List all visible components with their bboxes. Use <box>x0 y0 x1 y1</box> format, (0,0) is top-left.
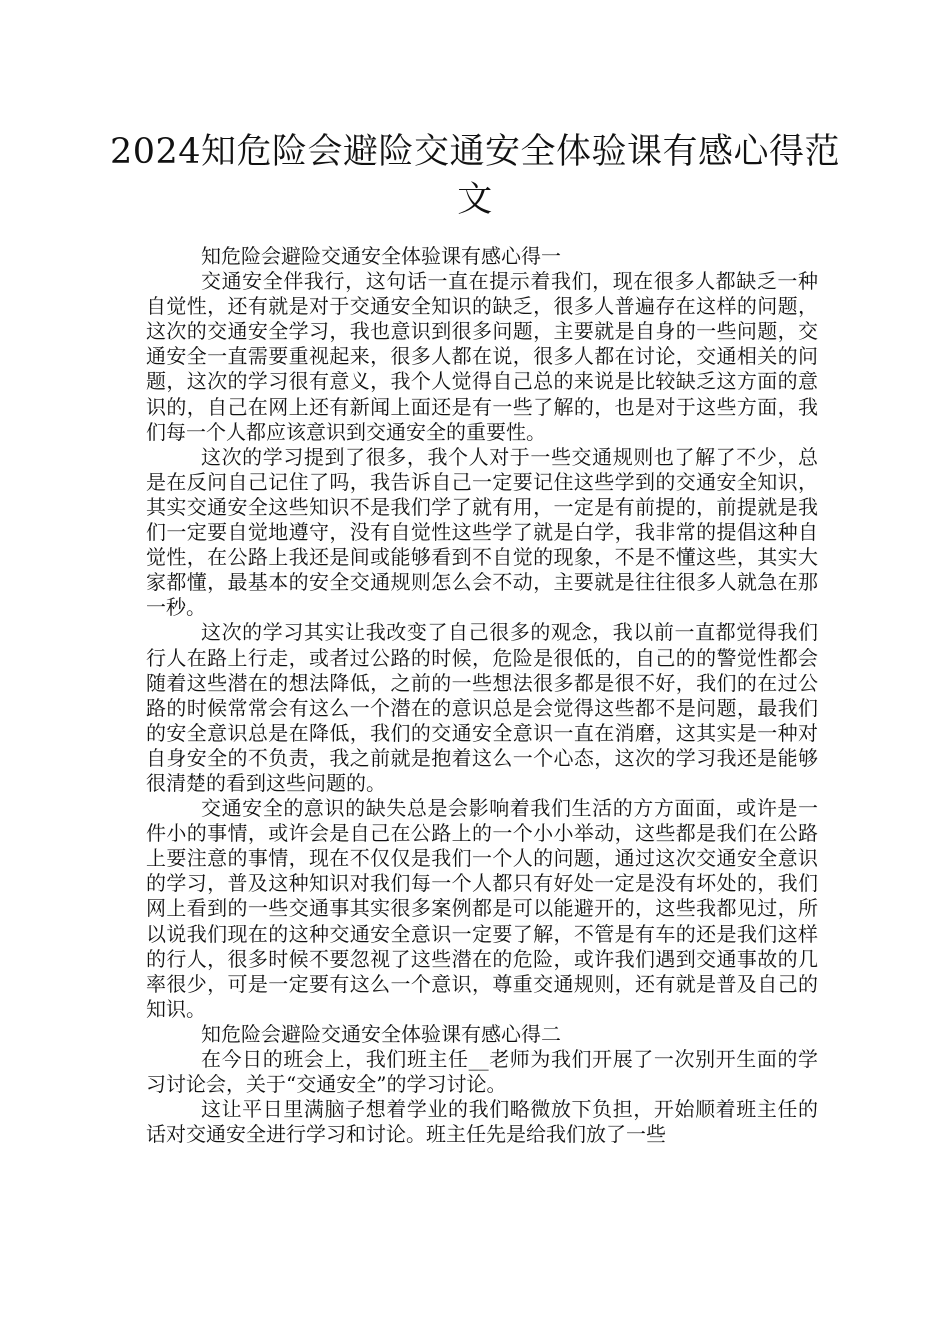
document-body <box>146 244 818 1147</box>
body-paragraph: 这次的学习其实让我改变了自己很多的观念，我以前一直都觉得我们行人在路上行走，或者过公路的时候，危险是很低的，自己的的警觉性都会随着这些潜在的想法降低，之前的一些想法很多都是很不好，我们的在过公路的时候常常会有这么一个潜在的意识总是会觉得这些都不是问题，最我们的安全意识总是在降低，我们的交通安全意识一直在消磨，这其实是一种对自身安全的不负责，我之前就是抱着这么一个心态，这次的学习我还是能够很清楚的看到这些问题的。 <box>146 620 818 795</box>
section-heading-1: 知危险会避险交通安全体验课有感心得一 <box>201 244 561 268</box>
body-paragraph: 交通安全的意识的缺失总是会影响着我们生活的方方面面，或许是一件小的事情，或许会是自己在公路上的一个小小举动，这些都是我们在公路上要注意的事情，现在不仅仅是我们一个人的问题，通过这次交通安全意识的学习，普及这种知识对我们每一个人都只有好处一定是没有坏处的，我们网上看到的一些交通事其实很多案例都是可以能避开的，这些我都见过，所以说我们现在的这种交通安全意识一定要了解，不管是有车的还是我们这样的行人，很多时候不要忽视了这些潜在的危险，或许我们遇到交通事故的几率很少，可是一定要有这么一个意识，尊重交通规则，还有就是普及自己的知识。 <box>146 796 818 1021</box>
body-paragraph: 这次的学习提到了很多，我个人对于一些交通规则也了解了不少，总是在反问自己记住了吗，我告诉自己一定要记住这些学到的交通安全知识，其实交通安全这些知识不是我们学了就有用，一定是有前提的，前提就是我们一定要自觉地遵守，没有自觉性这些学了就是白学，我非常的提倡这种自觉性，在公路上我还是间或能够看到不自觉的现象，不是不懂这些，其实大家都懂，最基本的安全交通规则怎么会不动，主要就是往往很多人就急在那一秒。 <box>146 444 818 620</box>
section-heading-2: 知危险会避险交通安全体验课有感心得二 <box>201 1021 561 1046</box>
body-paragraph: 这让平日里满脑子想着学业的我们略微放下负担，开始顺着班主任的话对交通安全进行学习和讨论。班主任先是给我们放了一些 <box>146 1097 818 1147</box>
document-title: 2024知危险会避险交通安全体验课有感心得范文 <box>109 132 841 220</box>
body-paragraph: 在今日的班会上，我们班主任__老师为我们开展了一次别开生面的学习讨论会，关于“交通安全”的学习讨论。 <box>146 1047 818 1097</box>
body-paragraph: 交通安全伴我行，这句话一直在提示着我们，现在很多人都缺乏一种自觉性，还有就是对于交通安全知识的缺乏，很多人普遍存在这样的问题，这次的交通安全学习，我也意识到很多问题，主要就是自身的一些问题，交通安全一直需要重视起来，很多人都在说，很多人都在讨论，交通相关的问题，这次的学习很有意义，我个人觉得自己总的来说是比较缺乏这方面的意识的，自己在网上还有新闻上面还是有一些了解的，也是对于这些方面，我们每一个人都应该意识到交通安全的重要性。 <box>146 269 818 444</box>
